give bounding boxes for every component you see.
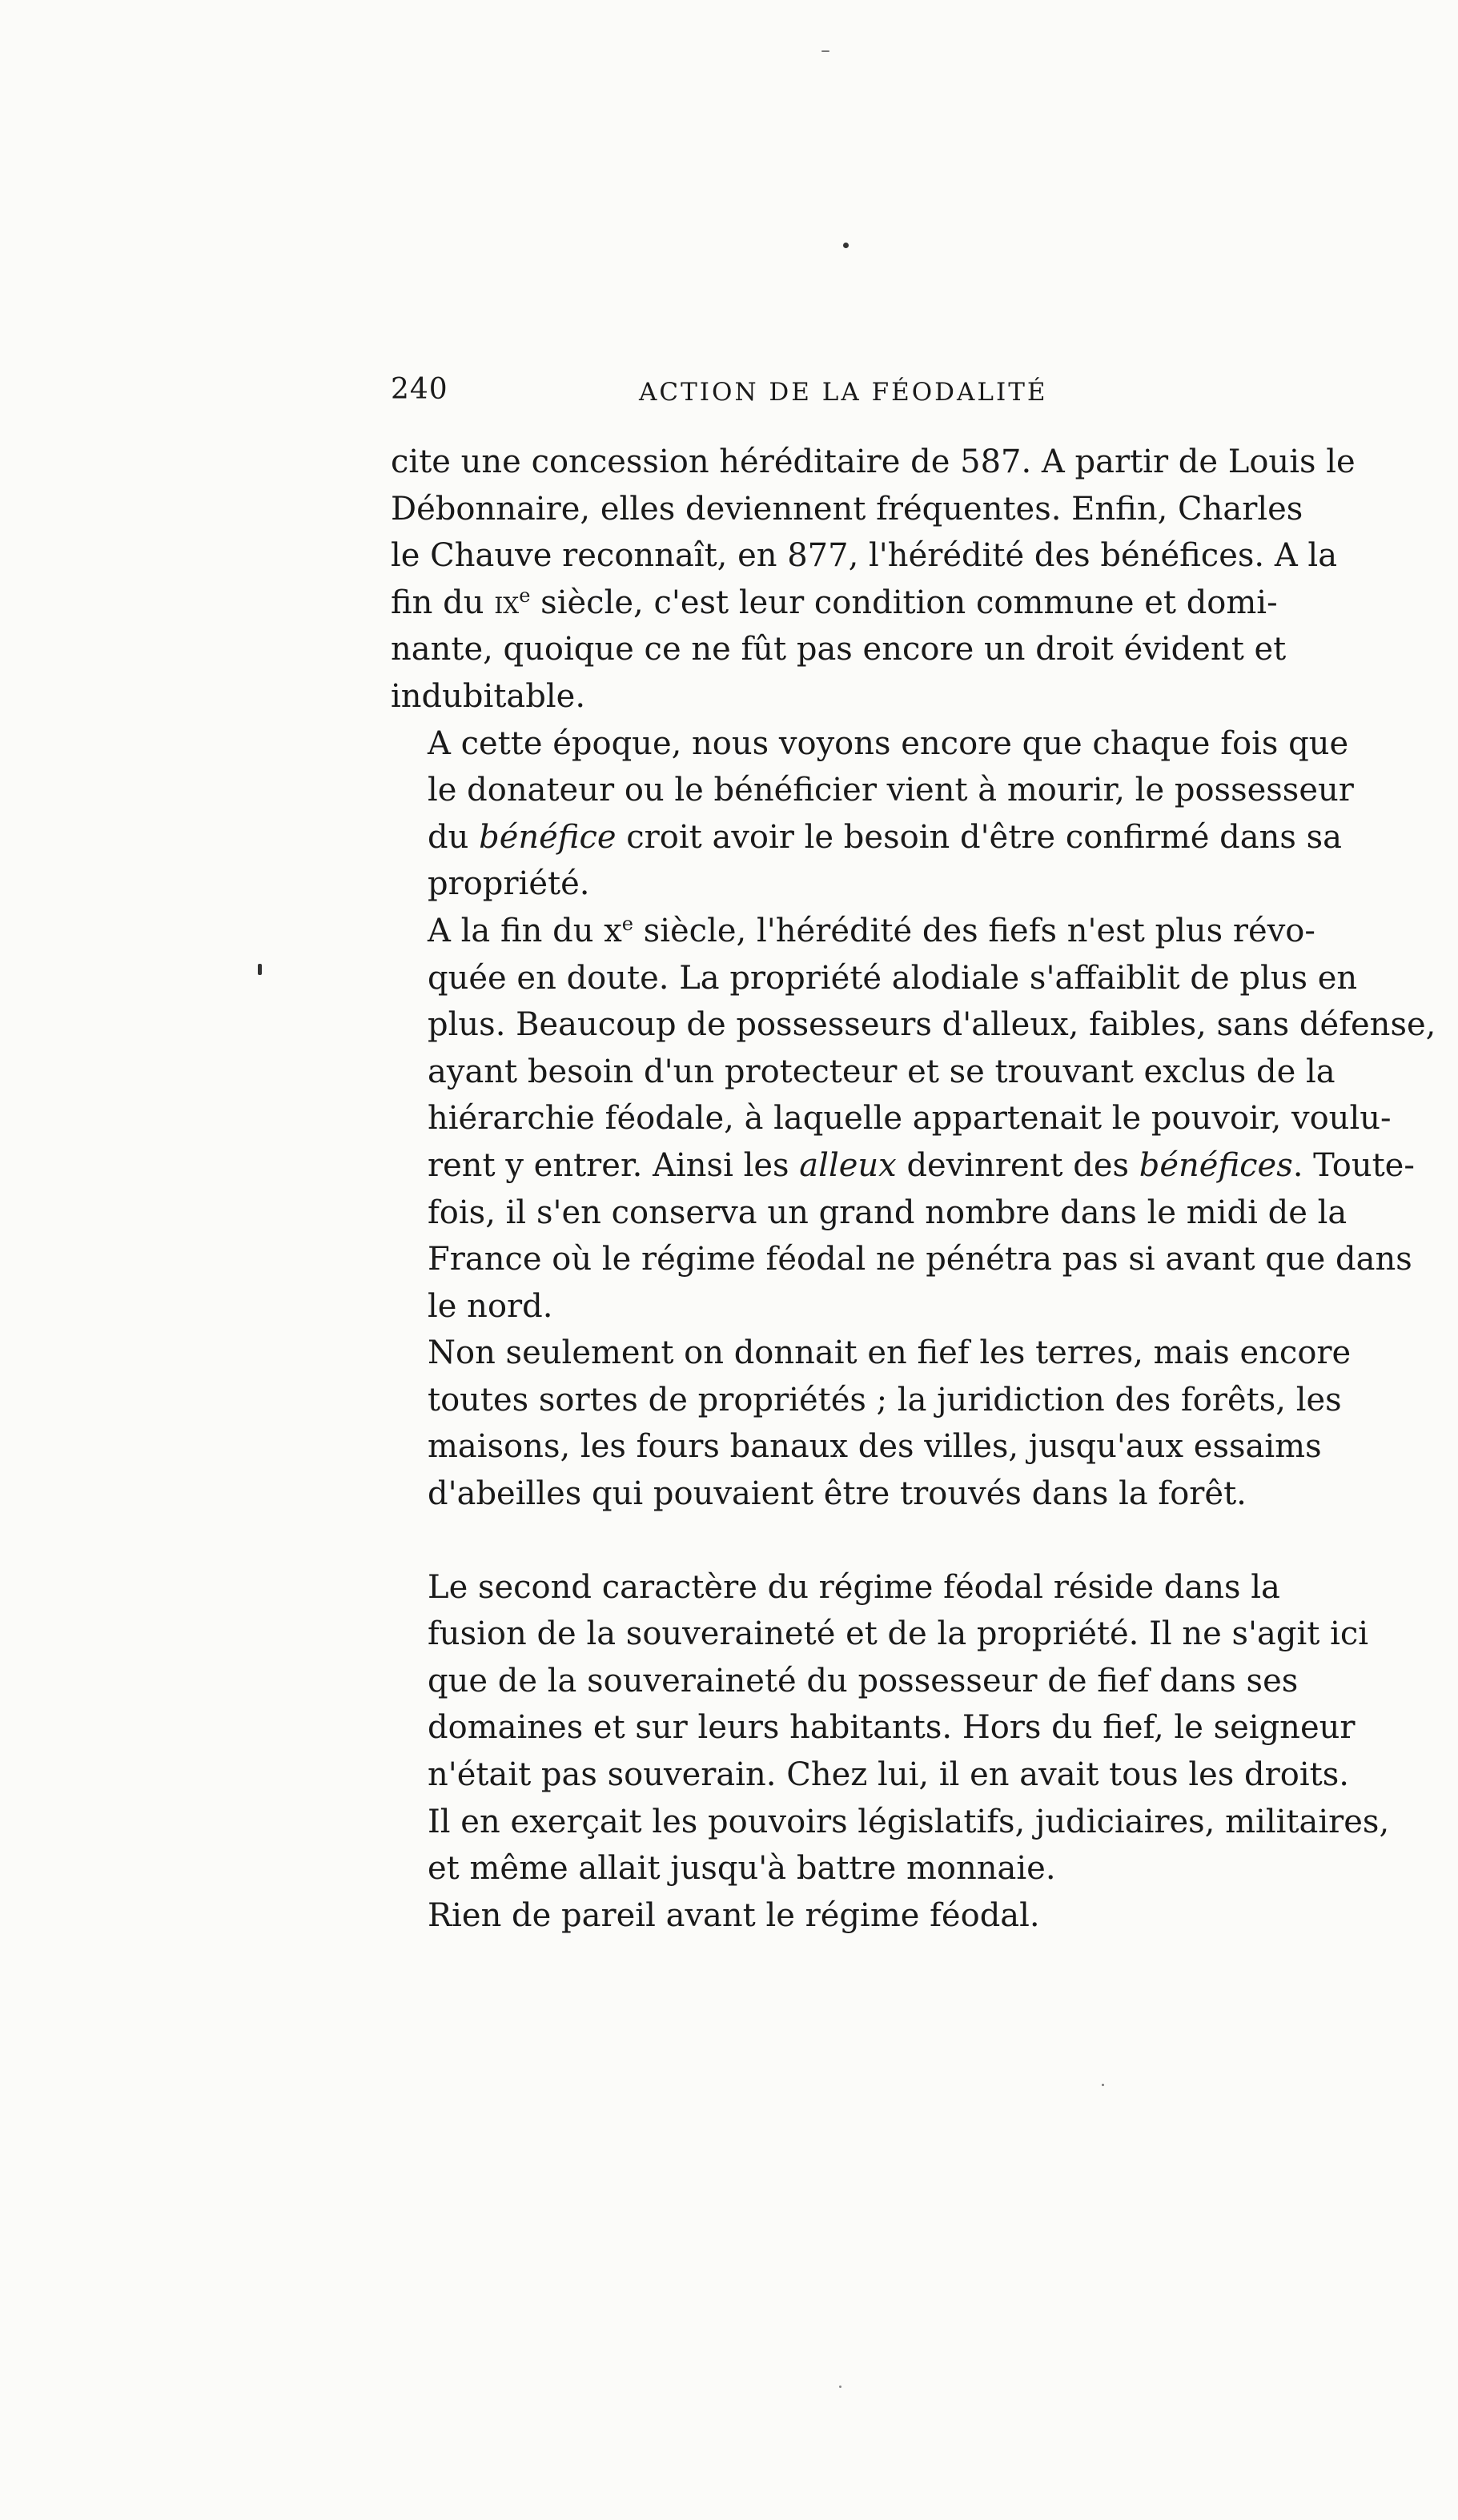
text-line: Débonnaire, elles deviennent fréquentes. Enfin, Charles: [391, 490, 1303, 528]
text-line: n'était pas souverain. Chez lui, il en avait tous les droits.: [428, 1756, 1349, 1794]
paragraph: [391, 1330, 1352, 1517]
text-line: propriété.: [428, 865, 590, 903]
text-line: hiérarchie féodale, à laquelle appartenait le pouvoir, voulu-: [428, 1100, 1392, 1138]
text-line: Rien de pareil avant le régime féodal.: [428, 1896, 1040, 1934]
text-line: Il en exerçait les pouvoirs législatifs, judiciaires, militaires,: [428, 1803, 1390, 1840]
text-line: [391, 908, 1315, 955]
italic-term: bénéfices: [1139, 1146, 1293, 1184]
paragraph: [391, 1892, 1241, 1940]
paragraph: [391, 908, 1436, 1330]
text-line: et même allait jusqu'à battre monnaie.: [428, 1850, 1056, 1888]
roman-numeral: ix: [494, 584, 520, 621]
text-line: ayant besoin d'un protecteur et se trouvant exclus de la: [428, 1053, 1335, 1090]
text-line: A cette époque, nous voyons encore que chaque fois que: [428, 724, 1349, 762]
paragraph: [391, 720, 1354, 908]
text-line: maisons, les fours banaux des villes, jusqu'aux essaims: [428, 1428, 1322, 1466]
text-run: devinrent des: [896, 1146, 1139, 1184]
ink-speck: [843, 243, 849, 248]
body-text: [391, 439, 1436, 1939]
text-line: [391, 580, 1278, 627]
text-line: toutes sortes de propriétés ; la juridiction des forêts, les: [428, 1381, 1342, 1419]
text-line: le Chauve reconnaît, en 877, l'hérédité des bénéfices. A la: [391, 537, 1338, 575]
text-run: . Toute-: [1292, 1146, 1415, 1184]
text-run: croit avoir le besoin d'être confirmé dans sa: [616, 818, 1343, 856]
running-head: [391, 367, 1241, 415]
running-title: ACTION DE LA FÉODALITÉ: [639, 378, 1048, 407]
text-line: quée en doute. La propriété alodiale s'affaiblit de plus en: [428, 959, 1358, 997]
text-run: du: [428, 818, 480, 856]
superscript: e: [621, 912, 633, 935]
text-line: [391, 814, 1343, 861]
text-line: le donateur ou le bénéficier vient à mourir, le possesseur: [428, 772, 1354, 809]
text-line: fois, il s'en conserva un grand nombre dans le midi de la: [428, 1194, 1348, 1231]
text-line: indubitable.: [391, 677, 586, 715]
page-content: [391, 367, 1436, 1939]
text-line: fusion de la souveraineté et de la propriété. Il ne s'agit ici: [428, 1615, 1369, 1653]
page-number: 240: [391, 373, 448, 406]
italic-term: alleux: [799, 1146, 897, 1184]
ink-speck: [1102, 2084, 1104, 2086]
italic-term: bénéfice: [479, 818, 617, 856]
superscript: e: [519, 584, 531, 607]
text-run: A la fin du x: [428, 912, 622, 949]
paragraph: [391, 1564, 1390, 1892]
text-run: fin du: [391, 584, 495, 621]
ink-speck: [821, 50, 829, 52]
text-line: que de la souveraineté du possesseur de fief dans ses: [428, 1662, 1299, 1699]
text-line: Le second caractère du régime féodal réside dans la: [428, 1568, 1280, 1606]
paragraph: [391, 439, 1356, 720]
text-line: domaines et sur leurs habitants. Hors du fief, le seigneur: [428, 1709, 1356, 1747]
ink-speck: [839, 2386, 841, 2388]
text-run: siècle, c'est leur condition commune et domi-: [530, 584, 1278, 621]
text-line: d'abeilles qui pouvaient être trouvés dans la forêt.: [428, 1475, 1247, 1513]
text-line: France où le régime féodal ne pénétra pas si avant que dans: [428, 1241, 1412, 1278]
text-line: [391, 1142, 1415, 1190]
text-run: rent y entrer. Ainsi les: [428, 1146, 800, 1184]
text-line: Non seulement on donnait en fief les terres, mais encore: [428, 1334, 1352, 1372]
ink-speck: [258, 964, 262, 975]
text-line: nante, quoique ce ne fût pas encore un droit évident et: [391, 631, 1287, 668]
text-line: cite une concession héréditaire de 587. A partir de Louis le: [391, 443, 1356, 480]
text-line: le nord.: [428, 1287, 553, 1325]
text-run: siècle, l'hérédité des fiefs n'est plus révo-: [633, 912, 1315, 949]
text-line: plus. Beaucoup de possesseurs d'alleux, faibles, sans défense,: [428, 1006, 1436, 1044]
